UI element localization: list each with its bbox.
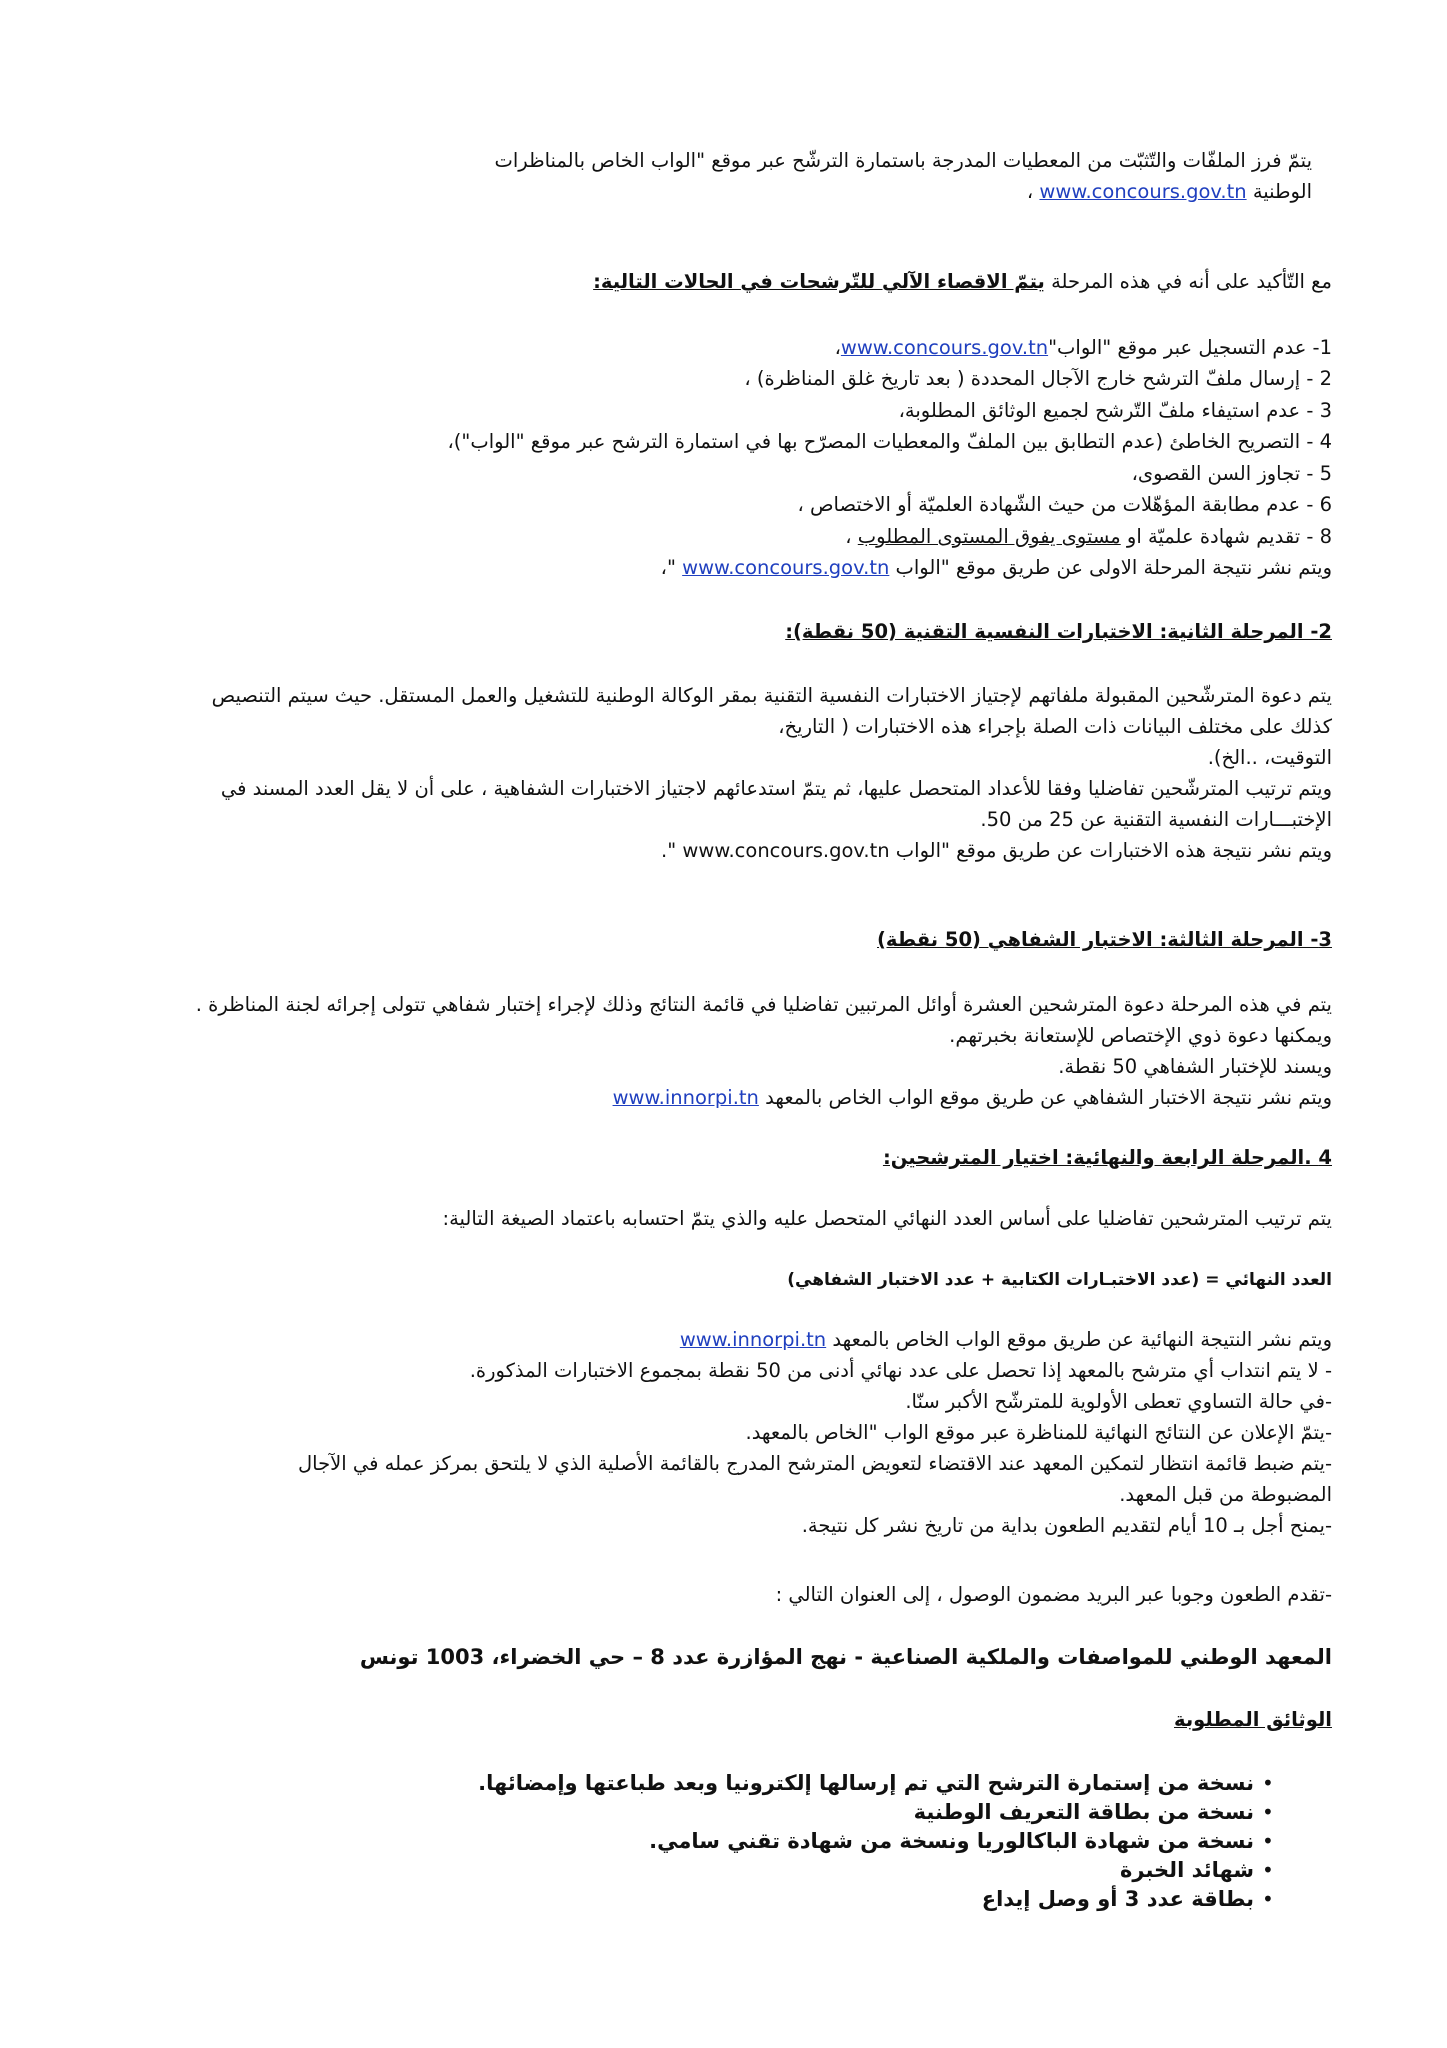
phase2-p2: كذلك على مختلف البيانات ذات الصلة بإجراء هذه الاختبارات ( التاريخ، <box>778 715 1332 738</box>
bullet-icon: • <box>1262 1800 1274 1824</box>
phase3-p1: يتم في هذه المرحلة دعوة المترشحين العشرة أوائل المرتبين تفاضليا في قائمة النتائج وذلك لإجراء إختبار شفاهي تتولى إجرائه لجنة المناظرة . <box>195 993 1332 1016</box>
exclusion-item-1-end: ، <box>834 336 841 359</box>
phase3-heading: 3- المرحلة الثالثة: الاختبار الشفاهي (50 نقطة) <box>877 928 1332 951</box>
list-item: شهائد الخبرة <box>1120 1858 1254 1882</box>
exclusion-item-8-end: ، <box>845 525 852 548</box>
phase4-p4: -في حالة التساوي تعطى الأولوية للمترشّح الأكبر سنّا. <box>905 1390 1332 1413</box>
list-item: بطاقة عدد 3 أو وصل إيداع <box>981 1887 1254 1911</box>
documents-heading: الوثائق المطلوبة <box>1174 1708 1332 1731</box>
intro-line-1: يتمّ فرز الملفّات والتّثبّت من المعطيات المدرجة باستمارة الترشّح عبر موقع "الواب الخاص بالمناظرات <box>494 149 1312 172</box>
exclusion-item-8-underlined: مستوى يفوق المستوى المطلوب <box>857 525 1121 548</box>
phase4-formula: العدد النهائي = (عدد الاختبـارات الكتابية + عدد الاختبار الشفاهي) <box>787 1270 1332 1290</box>
phase4-p2 <box>680 1325 1332 1355</box>
exclusion-item-1 <box>835 333 1332 363</box>
phase4-heading: 4 .المرحلة الرابعة والنهائية: اختيار المترشحين: <box>882 1146 1332 1169</box>
intro-line-2 <box>1027 177 1312 207</box>
appeal-address: المعهد الوطني للمواصفات والملكية الصناعية - نهج المؤازرة عدد 8 – حي الخضراء، 1003 تونس <box>359 1645 1332 1669</box>
list-item: نسخة من بطاقة التعريف الوطنية <box>913 1800 1254 1824</box>
list-item: نسخة من شهادة الباكالوريا ونسخة من شهادة تقني سامي. <box>649 1829 1254 1853</box>
bullet-icon: • <box>1262 1887 1274 1911</box>
phase4-p2-text: ويتم نشر النتيجة النهائية عن طريق موقع الواب الخاص بالمعهد <box>832 1328 1332 1351</box>
phase4-p1: يتم ترتيب المترشحين تفاضليا على أساس العدد النهائي المتحصل عليه والذي يتمّ احتسابه باعتماد الصيغة التالية: <box>442 1207 1332 1230</box>
phase2-heading: 2- المرحلة الثانية: الاختبارات النفسية التقنية (50 نقطة): <box>785 620 1332 643</box>
phase2-p3: التوقيت، ..الخ). <box>1207 746 1332 769</box>
exclusion-item-8 <box>845 522 1332 552</box>
exclusion-item-5: 5 - تجاوز السن القصوى، <box>1131 462 1332 485</box>
exclusion-item-6: 6 - عدم مطابقة المؤهّلات من حيث الشّهادة العلميّة أو الاختصاص ، <box>797 493 1332 516</box>
exclusion-item-2: 2 - إرسال ملفّ الترشح خارج الآجال المحددة ( بعد تاريخ غلق المناظرة) ، <box>744 367 1332 390</box>
phase2-p1: يتم دعوة المترشّحين المقبولة ملفاتهم لإجتياز الاختبارات النفسية التقنية بمقر الوكالة الوطنية للتشغيل والعمل المستقل. حيث سيتم التنصيص <box>211 684 1332 707</box>
phase4-p5: -يتمّ الإعلان عن النتائج النهائية للمناظرة عبر موقع الواب "الخاص بالمعهد. <box>745 1421 1332 1444</box>
phase4-p3: - لا يتم انتداب أي مترشح بالمعهد إذا تحصل على عدد نهائي أدنى من 50 نقطة بمجموع الاختبارات المذكورة. <box>469 1359 1332 1382</box>
exclusion-item-4: 4 - التصريح الخاطئ (عدم التطابق بين الملفّ والمعطيات المصرّح بها في استمارة الترشح عبر موقع "الواب")، <box>447 430 1332 453</box>
innorpi-link[interactable]: www.innorpi.tn <box>612 1086 759 1109</box>
bullet-icon: • <box>1262 1829 1274 1853</box>
phase3-p3: ويسند للإختبار الشفاهي 50 نقطة. <box>1058 1055 1332 1078</box>
phase4-p8: -يمنح أجل بـ 10 أيام لتقديم الطعون بداية من تاريخ نشر كل نتيجة. <box>801 1514 1332 1537</box>
concours-link[interactable]: www.concours.gov.tn <box>1039 180 1247 203</box>
phase4-p6: -يتم ضبط قائمة انتظار لتمكين المعهد عند الاقتضاء لتعويض المترشح المدرج بالقائمة الأصلية الذي لا يلتحق بمركز عمله في الآجال <box>298 1452 1332 1475</box>
phase2-p4: ويتم ترتيب المترشّحين تفاضليا وفقا للأعداد المتحصل عليها، ثم يتمّ استدعائهم لاجتياز الاختبارات الشفاهية ، على أن لا يقل العدد المسند في <box>220 777 1332 800</box>
exclusion-result <box>661 553 1332 583</box>
bullet-icon: • <box>1262 1771 1274 1795</box>
exclusion-heading <box>593 267 1332 297</box>
list-item: نسخة من إستمارة الترشح التي تم إرسالها إلكترونيا وبعد طباعتها وإمضائها. <box>478 1771 1254 1795</box>
exclusion-heading-bold: يتمّ الاقصاء الآلي للتّرشحات في الحالات التالية: <box>593 270 1045 293</box>
concours-link[interactable]: www.concours.gov.tn <box>682 556 890 579</box>
concours-link[interactable]: www.concours.gov.tn <box>840 336 1049 359</box>
phase2-p5: الإختبـــارات النفسية التقنية عن 25 من 50. <box>980 808 1332 831</box>
exclusion-heading-plain: مع التّأكيد على أنه في هذه المرحلة <box>1051 270 1332 293</box>
exclusion-result-text: ويتم نشر نتيجة المرحلة الاولى عن طريق موقع "الواب <box>895 556 1332 579</box>
phase4-p9: -تقدم الطعون وجوبا عبر البريد مضمون الوصول ، إلى العنوان التالي : <box>775 1583 1332 1606</box>
phase3-p4-text: ويتم نشر نتيجة الاختبار الشفاهي عن طريق موقع الواب الخاص بالمعهد <box>765 1086 1332 1109</box>
exclusion-item-3: 3 - عدم استيفاء ملفّ التّرشح لجميع الوثائق المطلوبة، <box>898 399 1332 422</box>
exclusion-item-8-plain: 8 - تقديم شهادة علميّة او <box>1126 525 1332 548</box>
intro-line-2-end: ، <box>1026 180 1034 203</box>
exclusion-item-1-text: 1- عدم التسجيل عبر موقع "الواب" <box>1048 336 1332 359</box>
bullet-icon: • <box>1262 1858 1274 1882</box>
phase3-p2: ويمكنها دعوة ذوي الإختصاص للإستعانة بخبرتهم. <box>949 1024 1332 1047</box>
exclusion-result-end: "، <box>660 556 676 579</box>
phase2-p6: ويتم نشر نتيجة هذه الاختبارات عن طريق موقع "الواب www.concours.gov.tn ". <box>661 839 1332 862</box>
intro-line-2-text: الوطنية <box>1252 180 1312 203</box>
phase3-p4 <box>613 1083 1332 1113</box>
innorpi-link[interactable]: www.innorpi.tn <box>679 1328 827 1351</box>
phase4-p7: المضبوطة من قبل المعهد. <box>1119 1483 1332 1506</box>
